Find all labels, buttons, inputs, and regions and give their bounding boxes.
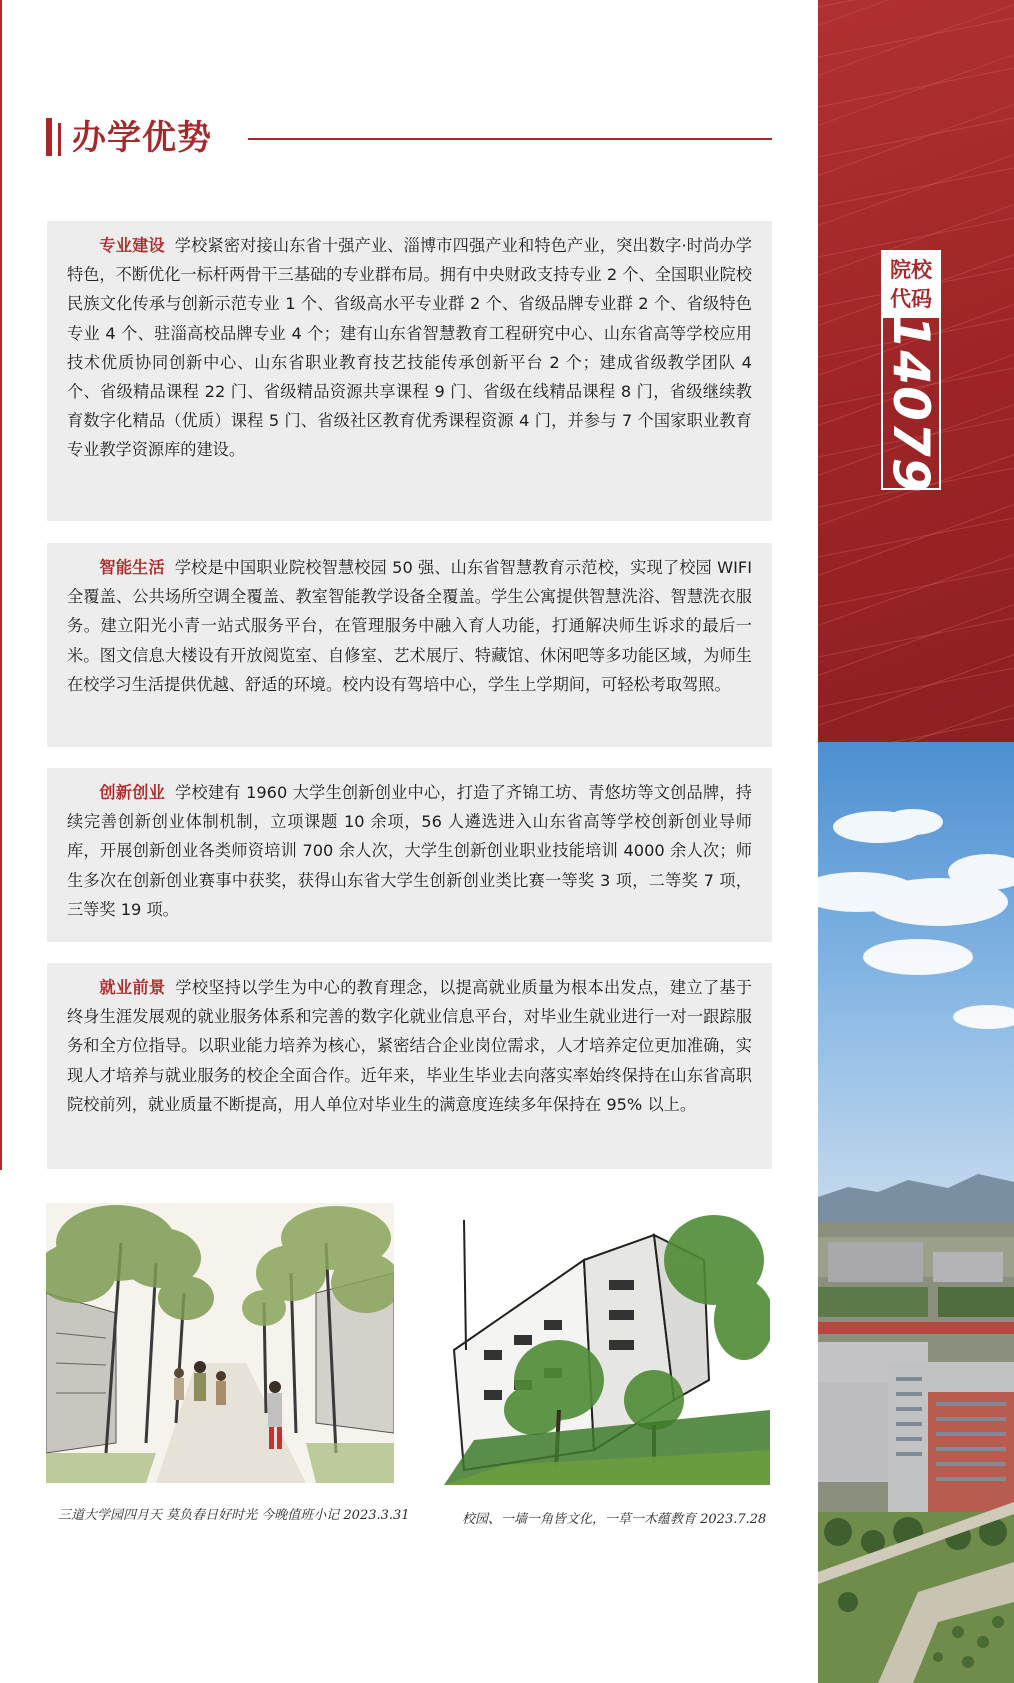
section-major-construction — [47, 221, 772, 521]
sketch-trees-walkway — [46, 1203, 394, 1483]
sketch-caption: 三道大学园四月天 莫负春日好时光 今晚值班小记 2023.3.31 — [58, 1508, 410, 1523]
section-keyword: 专业建设 — [99, 236, 165, 255]
school-code-number: 14079 — [882, 314, 940, 494]
section-text: 学校建有 1960 大学生创新创业中心，打造了齐锦工坊、青悠坊等文创品牌，持续完善创新创业体制机制，立项课题 10 余项，56 人遴选进入山东省高等学校创新创业导师库，开展创新创业各类师资培训 700 余人次，大学生创新创业职业技能培训 4000 余人次；师生多次在创新创业赛事中获奖，获得山东省大学生创新创业类比赛一等奖 3 项，二等奖 7 项，三等奖 19 项。 — [67, 783, 752, 919]
section-header — [46, 116, 772, 162]
section-keyword: 就业前景 — [99, 978, 166, 997]
section-employment — [47, 963, 772, 1169]
campus-photo-illustration — [818, 742, 1014, 1683]
section-text: 学校是中国职业院校智慧校园 50 强、山东省智慧教育示范校，实现了校园 WIFI 全覆盖、公共场所空调全覆盖、教室智能教学设备全覆盖。学生公寓提供智慧洗浴、智慧洗衣服务。建立阳光小青一站式服务平台，在管理服务中融入育人功能，打通解决师生诉求的最后一米。图文信息大楼设有开放阅览室、自修室、艺术展厅、特藏馆、休闲吧等多功能区域，为师生在校学习生活提供优越、舒适的环境。校内设有驾培中心，学生上学期间，可轻松考取驾照。 — [67, 558, 752, 694]
section-innovation — [47, 768, 772, 942]
header-accent-bar-thin — [58, 123, 61, 156]
campus-aerial-photo — [818, 742, 1014, 1683]
section-keyword: 智能生活 — [99, 558, 165, 577]
sketch-building-tree — [444, 1200, 770, 1485]
section-keyword: 创新创业 — [99, 783, 166, 802]
school-code-label-line2: 代码 — [890, 287, 932, 311]
header-accent-bar — [46, 118, 52, 156]
section-text: 学校紧密对接山东省十强产业、淄博市四强产业和特色产业，突出数字·时尚办学特色，不断优化一标杆两骨干三基础的专业群布局。拥有中央财政支持专业 2 个、全国职业院校民族文化传承与创新示范专业 1 个、省级高水平专业群 2 个、省级品牌专业群 2 个、省级特色专业 4 个、驻淄高校品牌专业 4 个；建有山东省智慧教育工程研究中心、山东省高等学校应用技术优质协同创新中心、山东省职业教育技艺技能传承创新平台 2 个；建成省级教学团队 4 个、省级精品课程 22 门、省级精品资源共享课程 9 门、省级在线精品课程 8 门，省级继续教育数字化精品（优质）课程 5 门、省级社区教育优秀课程资源 4 门，并参与 7 个国家职业教育专业教学资源库的建设。 — [67, 236, 752, 460]
campus-sketch-path — [46, 1203, 394, 1483]
sketch-caption: 校园、一墙一角皆文化，一草一木蕴教育 2023.7.28 — [462, 1512, 767, 1527]
section-smart-life — [47, 543, 772, 747]
school-code-box — [881, 250, 941, 494]
left-edge-line — [0, 0, 2, 1170]
page-title: 办学优势 — [72, 118, 212, 158]
section-text: 学校坚持以学生为中心的教育理念，以提高就业质量为根本出发点，建立了基于终身生涯发展观的就业服务体系和完善的数字化就业信息平台，对毕业生就业进行一对一跟踪服务和全方位指导。以职业能力培养为核心，紧密结合企业岗位需求，人才培养定位更加准确，实现人才培养与就业服务的校企全面合作。近年来，毕业生毕业去向落实率始终保持在山东省高职院校前列，就业质量不断提高，用人单位对毕业生的满意度连续多年保持在 95% 以上。 — [67, 978, 753, 1114]
school-code-label-line1: 院校 — [890, 258, 932, 282]
school-code-label — [883, 252, 939, 318]
header-rule — [248, 138, 772, 140]
campus-sketch-building — [444, 1200, 770, 1485]
